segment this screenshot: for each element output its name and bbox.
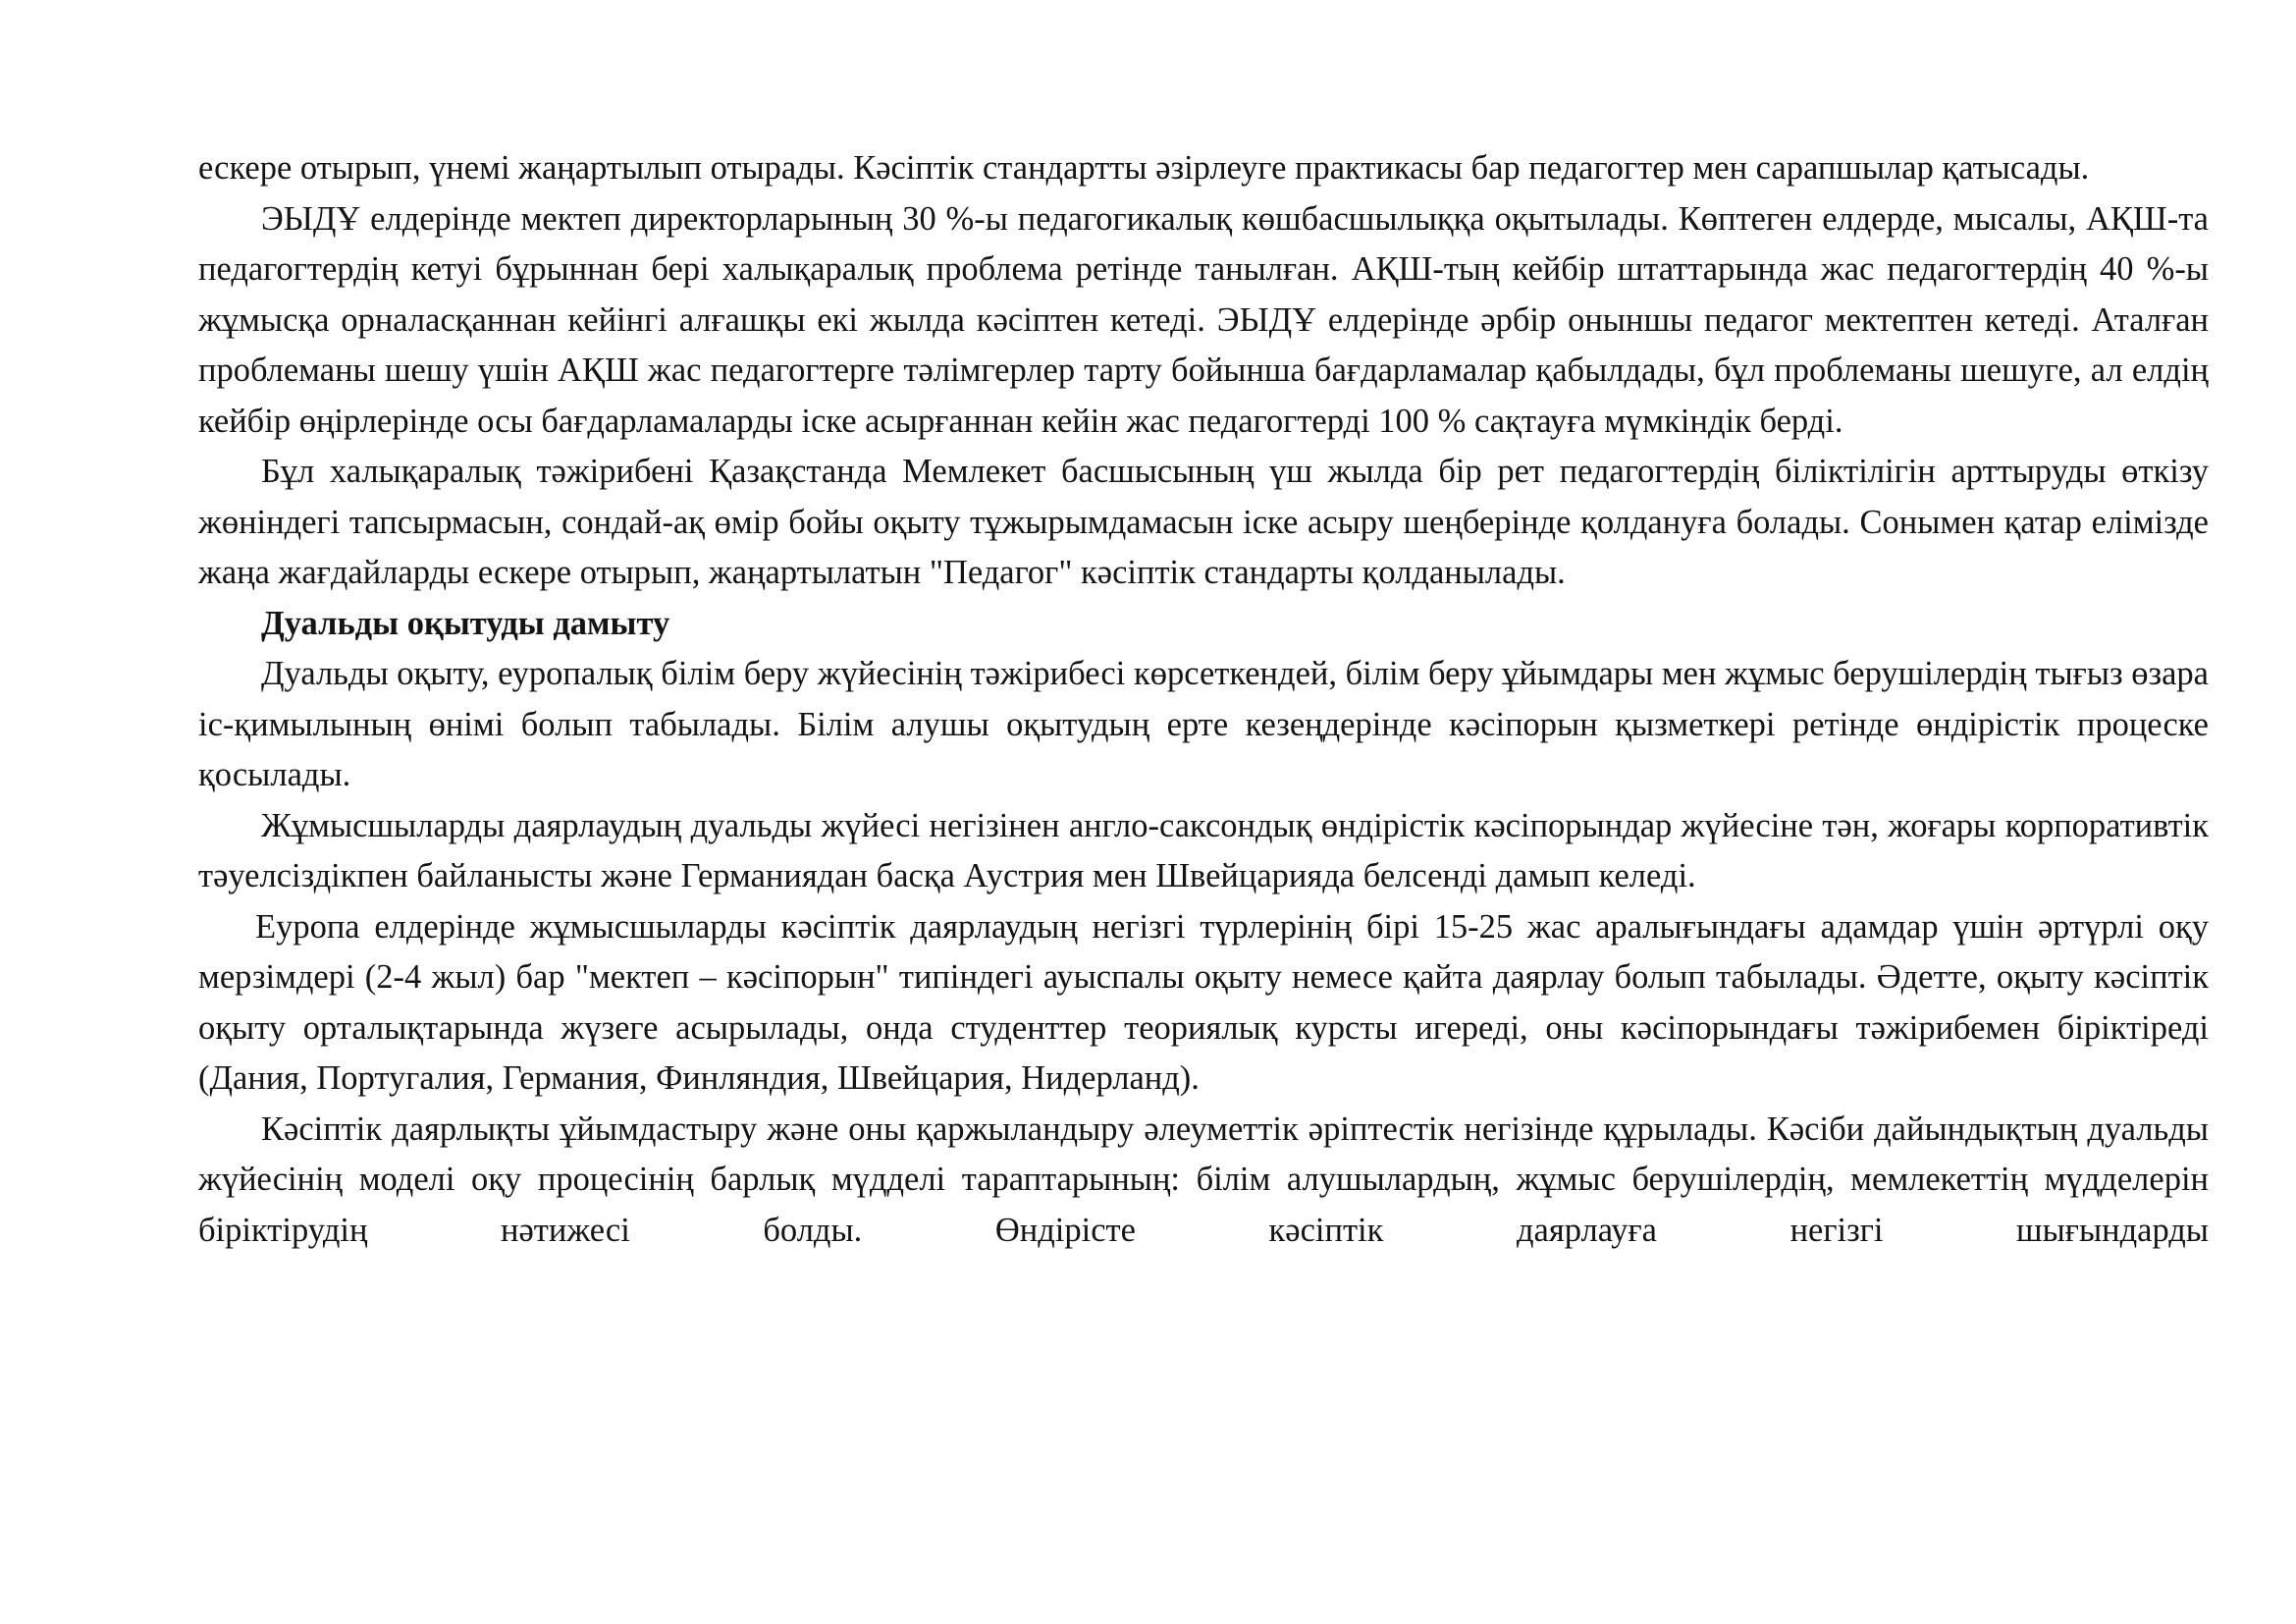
section-heading-dual-education: Дуальды оқытуды дамыту xyxy=(261,604,670,642)
paragraph-professional-standard-continuation: ескере отырып, үнемі жаңартылып отырады. Кәсіптік стандартты әзірлеуге практикасы бар педагогтер мен сарапшылар қатысады. xyxy=(198,149,2090,187)
paragraph-social-partnership: Кәсіптік даярлықты ұйымдастыру және оны қаржыландыру әлеуметтік әріптестік негізінде құрылады. Кәсіби дайындықтың дуальды жүйесінің моделі оқу процесінің барлық мүдделі тараптарының: білім алушылардың, жұмыс берушілердің, мемлекеттің мүдделерін біріктірудің нәтижесі болды. Өндірісте кәсіптік даярлауға негізгі шығындарды xyxy=(198,1110,2209,1249)
paragraph-kazakhstan-experience: Бұл халықаралық тәжірибені Қазақстанда Мемлекет басшысының үш жылда бір рет педагогтердің біліктілігін арттыруды өткізу жөніндегі тапсырмасын, сондай-ақ өмір бойы оқыту тұжырымдамасын іске асыру шеңберінде қолдануға болады. Сонымен қатар елімізде жаңа жағдайларды ескере отырып, жаңартылатын "Педагог" кәсіптік стандарты қолданылады. xyxy=(198,453,2209,591)
document-page xyxy=(198,143,2209,1256)
paragraph-dual-education-definition: Дуальды оқыту, еуропалық білім беру жүйесінің тәжірибесі көрсеткендей, білім беру ұйымдары мен жұмыс берушілердің тығыз өзара іс-қимылының өнімі болып табылады. Білім алушы оқытудың ерте кезеңдерінде кәсіпорын қызметкері ретінде өндірістік процеске қосылады. xyxy=(198,655,2209,793)
paragraph-europe-training: Еуропа елдерінде жұмысшыларды кәсіптік даярлаудың негізгі түрлерінің бірі 15-25 жас аралығындағы адамдар үшін әртүрлі оқу мерзімдері (2-4 жыл) бар "мектеп – кәсіпорын" типіндегі ауыспалы оқыту немесе қайта даярлау болып табылады. Әдетте, оқыту кәсіптік оқыту орталықтарында жүзеге асырылады, онда студенттер теориялық курсты игереді, оны кәсіпорындағы тәжірибемен біріктіреді (Дания, Португалия, Германия, Финляндия, Швейцария, Нидерланд). xyxy=(198,907,2209,1097)
paragraph-dual-system-origins: Жұмысшыларды даярлаудың дуальды жүйесі негізінен англо-саксондық өндірістік кәсіпорындар жүйесіне тән, жоғары корпоративтік тәуелсіздікпен байланысты және Германиядан басқа Аустрия мен Швейцарияда белсенді дамып келеді. xyxy=(198,806,2209,894)
paragraph-oecd-teachers: ЭЫДҰ елдерінде мектеп директорларының 30 %-ы педагогикалық көшбасшылыққа оқытылады. Көптеген елдерде, мысалы, АҚШ-та педагогтердің кетуі бұрыннан бері халықаралық проблема ретінде танылған. АҚШ-тың кейбір штаттарында жас педагогтердің 40 %-ы жұмысқа орналасқаннан кейінгі алғашқы екі жылда кәсіптен кетеді. ЭЫДҰ елдерінде әрбір оныншы педагог мектептен кетеді. Аталған проблеманы шешу үшін АҚШ жас педагогтерге тәлімгерлер тарту бойынша бағдарламалар қабылдады, бұл проблеманы шешуге, ал елдің кейбір өңірлерінде осы бағдарламаларды іске асырғаннан кейін жас педагогтерді 100 % сақтауға мүмкіндік берді. xyxy=(198,199,2209,440)
